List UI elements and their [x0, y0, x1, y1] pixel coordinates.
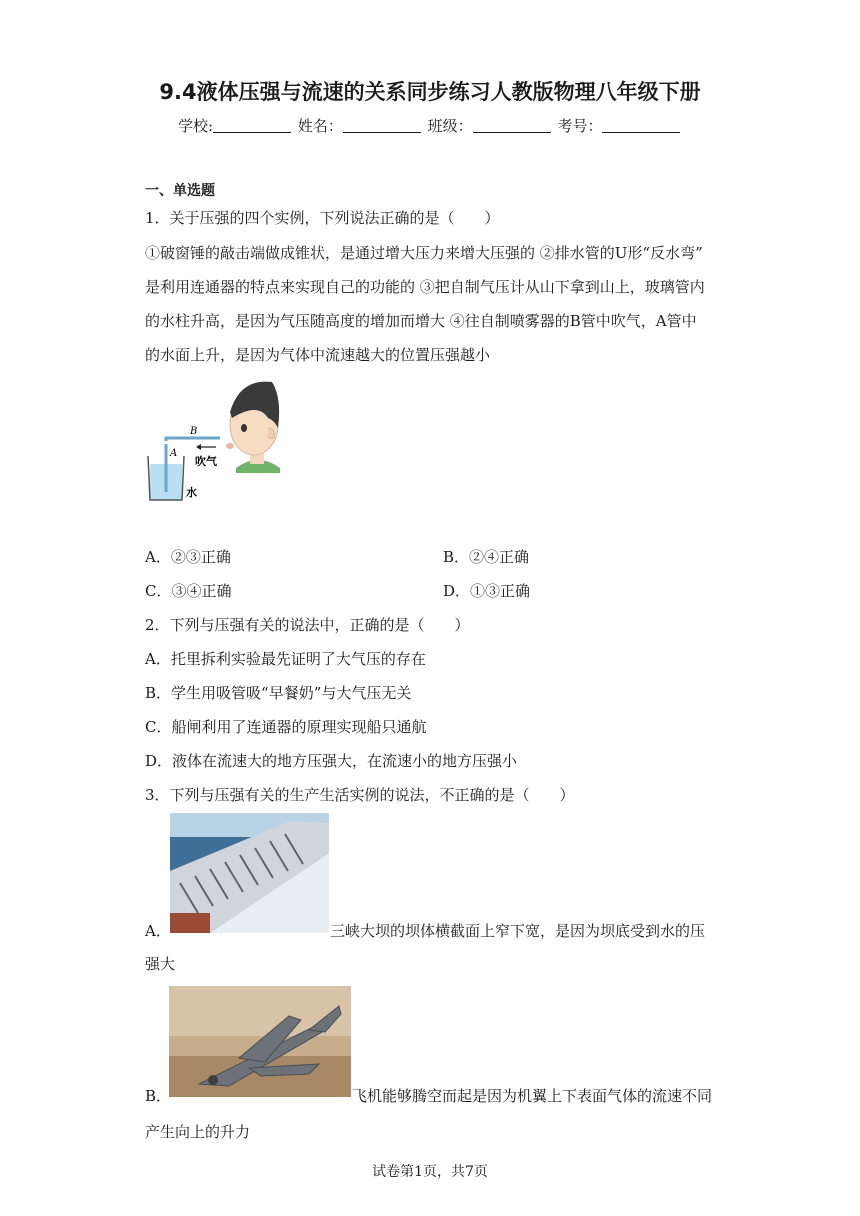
q3-option-a-text: 三峡大坝的坝体横截面上窄下宽，是因为坝底受到水的压: [330, 922, 706, 940]
q1-option-a[interactable]: A．②③正确: [145, 548, 231, 566]
q1-line-4: 的水面上升，是因为气体中流速越大的位置压强越小: [145, 346, 491, 364]
arrow-head-icon: [196, 444, 201, 450]
number-label: 考号：: [557, 117, 603, 135]
q2-option-c[interactable]: C．船闸利用了连通器的原理实现船只通航: [145, 718, 427, 736]
school-label: 学校:: [178, 117, 214, 135]
q1-stem: 1．关于压强的四个实例，下列说法正确的是（ ）: [145, 209, 500, 227]
label-blow: 吹气: [195, 455, 217, 468]
q3-option-b-text-cont: 产生向上的升力: [145, 1123, 251, 1141]
label-b: B: [190, 426, 198, 437]
q3-option-a-label[interactable]: A．: [145, 922, 171, 940]
q2-option-d[interactable]: D．液体在流速大的地方压强大，在流速小的地方压强小: [145, 752, 518, 770]
q1-option-d[interactable]: D．①③正确: [443, 582, 531, 600]
q3-stem: 3．下列与压强有关的生产生活实例的说法，不正确的是（ ）: [145, 786, 575, 804]
dam-photo: [170, 813, 329, 933]
q1-option-b[interactable]: B．②④正确: [443, 548, 530, 566]
school-blank: [213, 118, 291, 133]
boy-illustration: [226, 382, 280, 473]
tube-b: [166, 438, 220, 441]
q2-option-b[interactable]: B．学生用吸管吸“早餐奶”与大气压无关: [145, 684, 412, 702]
label-a: A: [170, 448, 178, 459]
section-heading: 一、单选题: [145, 183, 215, 199]
q2-option-a[interactable]: A．托里拆利实验最先证明了大气压的存在: [145, 650, 426, 668]
q1-line-1: ①破窗锤的敲击端做成锥状，是通过增大压力来增大压强的 ②排水管的U形“反水弯”: [145, 244, 703, 262]
fighter-jet-photo: [169, 986, 351, 1097]
page-footer: 试卷第1页，共7页: [372, 1164, 488, 1180]
q1-line-2: 是利用连通器的特点来实现自己的功能的 ③把自制气压计从山下拿到山上，玻璃管内: [145, 278, 705, 296]
class-blank: [473, 118, 551, 133]
q1-line-3: 的水柱升高，是因为气压随高度的增加而增大 ④往自制喷雾器的B管中吹气，A管中: [145, 312, 697, 330]
q3-option-a-text-cont: 强大: [145, 955, 176, 973]
name-label: 姓名：: [297, 117, 343, 135]
class-label: 班级：: [427, 117, 473, 135]
q3-option-b-label[interactable]: B．: [145, 1087, 172, 1105]
label-water: 水: [186, 486, 197, 499]
q1-option-c[interactable]: C．③④正确: [145, 582, 232, 600]
q2-stem: 2．下列与压强有关的说法中，正确的是（ ）: [145, 616, 470, 634]
q3-option-b-text: 飞机能够腾空而起是因为机翼上下表面气体的流速不同: [352, 1087, 713, 1105]
page-title: 9.4液体压强与流速的关系同步练习人教版物理八年级下册: [159, 80, 701, 104]
sprayer-blowing-figure: [140, 368, 290, 508]
student-info-line: [178, 115, 682, 136]
number-blank: [602, 118, 680, 133]
name-blank: [343, 118, 421, 133]
